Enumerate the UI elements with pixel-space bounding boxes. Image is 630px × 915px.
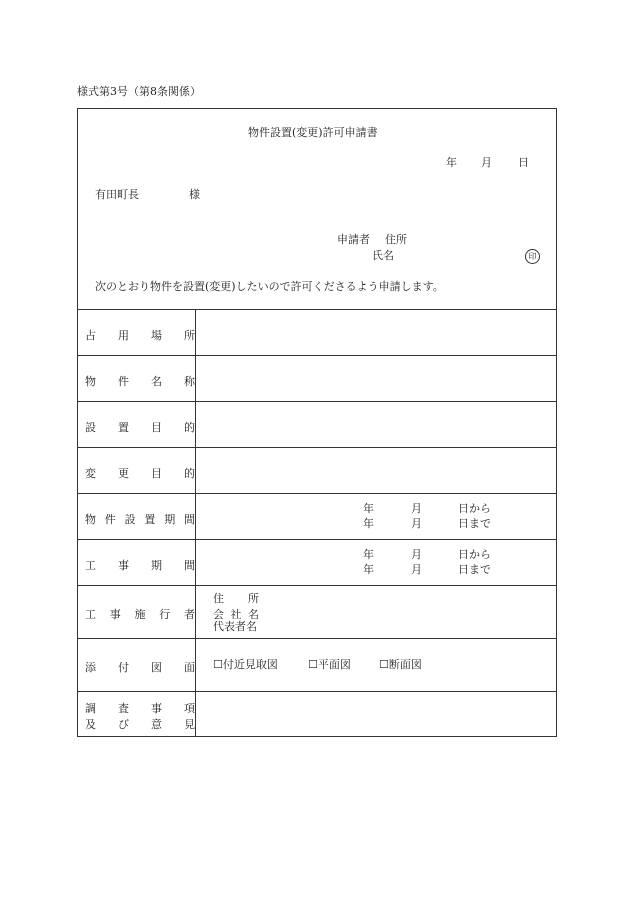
label-char: 付: [118, 661, 129, 674]
label-char: 調: [85, 702, 96, 715]
label-char: 更: [118, 467, 129, 480]
label-occupancy-place: [85, 327, 195, 343]
row-divider: [78, 355, 556, 356]
label-attachments: [85, 659, 195, 675]
form-number: 様式第3号（第8条関係）: [77, 85, 201, 98]
label-char: 施: [134, 608, 146, 621]
date-month: 月: [481, 156, 492, 169]
label-survey-line2: [85, 716, 195, 732]
install-from-month: 月: [411, 502, 422, 515]
honorific: 様: [189, 188, 200, 201]
label-survey-line1: [85, 700, 195, 716]
label-char: 設: [85, 421, 96, 434]
row-divider: [78, 585, 556, 586]
label-construction-period: [85, 557, 195, 573]
label-char: 間: [184, 559, 195, 572]
label-char: 物: [85, 375, 96, 388]
label-char: 所: [184, 329, 195, 342]
label-char: 査: [118, 702, 129, 715]
install-to-year: 年: [363, 517, 374, 530]
applicant-name-label: 氏名: [372, 249, 394, 262]
label-char: 名: [151, 375, 162, 388]
install-to-month: 月: [411, 517, 422, 530]
construct-from-year: 年: [363, 548, 374, 561]
seal-mark: 印: [525, 249, 540, 264]
label-char: 設: [124, 513, 136, 526]
row-divider: [78, 638, 556, 639]
checkbox-icon[interactable]: ☐: [308, 658, 318, 671]
label-char: び: [118, 718, 129, 731]
label-char: 占: [85, 329, 96, 342]
checkbox-icon[interactable]: ☐: [213, 658, 223, 671]
attachment-floor-plan[interactable]: ☐平面図: [308, 658, 351, 671]
label-char: 件: [104, 513, 116, 526]
row-divider: [78, 309, 556, 310]
label-char: 意: [151, 718, 162, 731]
label-char: 事: [109, 608, 121, 621]
row-divider: [78, 447, 556, 448]
date-day: 日: [518, 156, 529, 169]
contractor-representative-label: 代表者名: [213, 620, 257, 633]
label-char: 目: [151, 467, 162, 480]
label-char: 置: [144, 513, 156, 526]
row-divider: [78, 539, 556, 540]
construct-from-day: 日から: [458, 548, 491, 561]
construct-to-year: 年: [363, 563, 374, 576]
label-char: 物: [85, 513, 96, 526]
row-divider: [78, 493, 556, 494]
label-char: 期: [151, 559, 162, 572]
label-char: 者: [184, 608, 195, 621]
label-char: 的: [184, 421, 195, 434]
label-char: 件: [118, 375, 129, 388]
form-title: 物件設置(変更)許可申請書: [248, 126, 378, 139]
label-char: 所: [248, 592, 259, 605]
install-to-day: 日まで: [458, 517, 491, 530]
label-char: 間: [183, 513, 195, 526]
label-installation-purpose: [85, 419, 195, 435]
label-char: 事: [118, 559, 129, 572]
label-char: 的: [184, 467, 195, 480]
label-char: 置: [118, 421, 129, 434]
attachment-vicinity-map[interactable]: ☐付近見取図: [213, 658, 278, 671]
label-char: 見: [184, 718, 195, 731]
label-char: 面: [184, 661, 195, 674]
label-char: 目: [151, 421, 162, 434]
label-char: 事: [151, 702, 162, 715]
label-char: 称: [184, 375, 195, 388]
install-from-year: 年: [363, 502, 374, 515]
label-object-name: [85, 373, 195, 389]
label-char: 会: [213, 608, 224, 621]
applicant-address-label: 住所: [385, 233, 407, 246]
label-char: 用: [118, 329, 129, 342]
label-char: 住: [213, 592, 224, 605]
label-char: 工: [85, 608, 96, 621]
applicant-label: 申請者: [337, 233, 370, 246]
label-char: 社: [230, 608, 242, 621]
row-divider: [78, 401, 556, 402]
label-char: 名: [248, 608, 259, 621]
label-char: 行: [159, 608, 171, 621]
label-char: 期: [164, 513, 176, 526]
construct-to-day: 日まで: [458, 563, 491, 576]
construct-to-month: 月: [411, 563, 422, 576]
label-char: 図: [151, 661, 162, 674]
label-char: 及: [85, 718, 96, 731]
label-char: 工: [85, 559, 96, 572]
label-char: 添: [85, 661, 96, 674]
request-statement: 次のとおり物件を設置(変更)したいので許可くださるよう申請します。: [95, 280, 444, 293]
application-form: [77, 108, 557, 737]
contractor-address-label: [213, 590, 259, 606]
install-from-day: 日から: [458, 502, 491, 515]
label-char: 場: [151, 329, 162, 342]
label-contractor: [85, 606, 195, 622]
label-char: 項: [184, 702, 195, 715]
column-divider: [195, 309, 196, 736]
label-installation-period: [85, 511, 195, 527]
label-char: 変: [85, 467, 96, 480]
checkbox-icon[interactable]: ☐: [379, 658, 389, 671]
attachment-cross-section[interactable]: ☐断面図: [379, 658, 422, 671]
row-divider: [78, 691, 556, 692]
construct-from-month: 月: [411, 548, 422, 561]
date-year: 年: [446, 156, 457, 169]
addressee: 有田町長: [95, 188, 139, 201]
label-change-purpose: [85, 465, 195, 481]
